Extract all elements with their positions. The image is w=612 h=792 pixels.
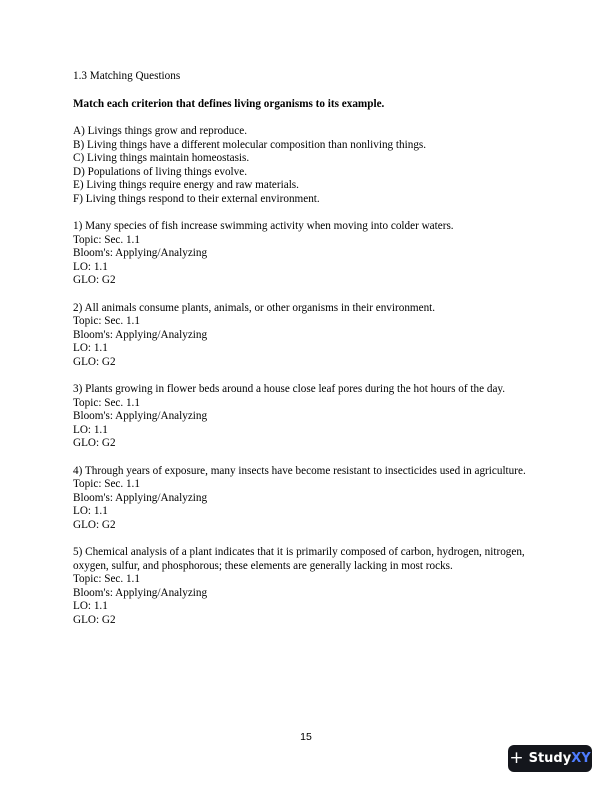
question-glo: GLO: G2 bbox=[73, 518, 116, 531]
page-number: 15 bbox=[300, 731, 312, 743]
option-item: F) Living things respond to their external environment. bbox=[73, 192, 320, 205]
question-topic: Topic: Sec. 1.1 bbox=[73, 315, 140, 327]
question-block bbox=[73, 383, 553, 451]
option-item: C) Living things maintain homeostasis. bbox=[73, 152, 250, 164]
question-topic: Topic: Sec. 1.1 bbox=[73, 233, 140, 246]
question-text: 5) Chemical analysis of a plant indicates that it is primarily composed of carbon, hydrogen, nitrogen, oxygen, sulfur, and phosphorous; these elements are generally lacking in most rocks. bbox=[73, 546, 525, 572]
question-text: 3) Plants growing in flower beds around a house close leaf pores during the hot hours of the day. bbox=[73, 383, 506, 395]
option-item: D) Populations of living things evolve. bbox=[73, 165, 248, 178]
badge-text-accent: XY bbox=[571, 751, 591, 766]
plus-icon: + bbox=[509, 748, 524, 768]
question-lo: LO: 1.1 bbox=[73, 600, 108, 612]
studyxy-badge[interactable] bbox=[508, 745, 592, 772]
question-topic: Topic: Sec. 1.1 bbox=[73, 396, 140, 409]
question-bloom: Bloom's: Applying/Analyzing bbox=[73, 247, 208, 259]
question-text: 2) All animals consume plants, animals, or other organisms in their environment. bbox=[73, 301, 436, 314]
badge-text-primary: Study bbox=[528, 751, 572, 766]
options-list bbox=[73, 125, 553, 206]
question-bloom: Bloom's: Applying/Analyzing bbox=[73, 491, 208, 504]
question-lo: LO: 1.1 bbox=[73, 260, 108, 273]
question-glo: GLO: G2 bbox=[73, 437, 116, 449]
question-bloom: Bloom's: Applying/Analyzing bbox=[73, 410, 208, 422]
question-glo: GLO: G2 bbox=[73, 274, 116, 286]
question-block bbox=[73, 302, 553, 370]
question-text: 1) Many species of fish increase swimming activity when moving into colder waters. bbox=[73, 220, 454, 232]
question-lo: LO: 1.1 bbox=[73, 342, 108, 354]
question-topic: Topic: Sec. 1.1 bbox=[73, 573, 140, 585]
option-item: A) Livings things grow and reproduce. bbox=[73, 125, 247, 137]
question-topic: Topic: Sec. 1.1 bbox=[73, 478, 140, 490]
instruction-text: Match each criterion that defines living organisms to its example. bbox=[73, 97, 385, 110]
question-block bbox=[73, 465, 553, 533]
question-block bbox=[73, 220, 553, 288]
question-bloom: Bloom's: Applying/Analyzing bbox=[73, 586, 208, 599]
question-lo: LO: 1.1 bbox=[73, 423, 108, 436]
question-bloom: Bloom's: Applying/Analyzing bbox=[73, 328, 208, 341]
document-page bbox=[73, 70, 553, 641]
option-item: E) Living things require energy and raw materials. bbox=[73, 179, 299, 191]
option-item: B) Living things have a different molecular composition than nonliving things. bbox=[73, 138, 427, 151]
question-block bbox=[73, 546, 553, 627]
question-glo: GLO: G2 bbox=[73, 613, 116, 626]
question-text: 4) Through years of exposure, many insects have become resistant to insecticides used in agriculture. bbox=[73, 464, 526, 477]
section-heading: 1.3 Matching Questions bbox=[73, 70, 181, 82]
question-glo: GLO: G2 bbox=[73, 355, 116, 368]
question-lo: LO: 1.1 bbox=[73, 505, 108, 517]
